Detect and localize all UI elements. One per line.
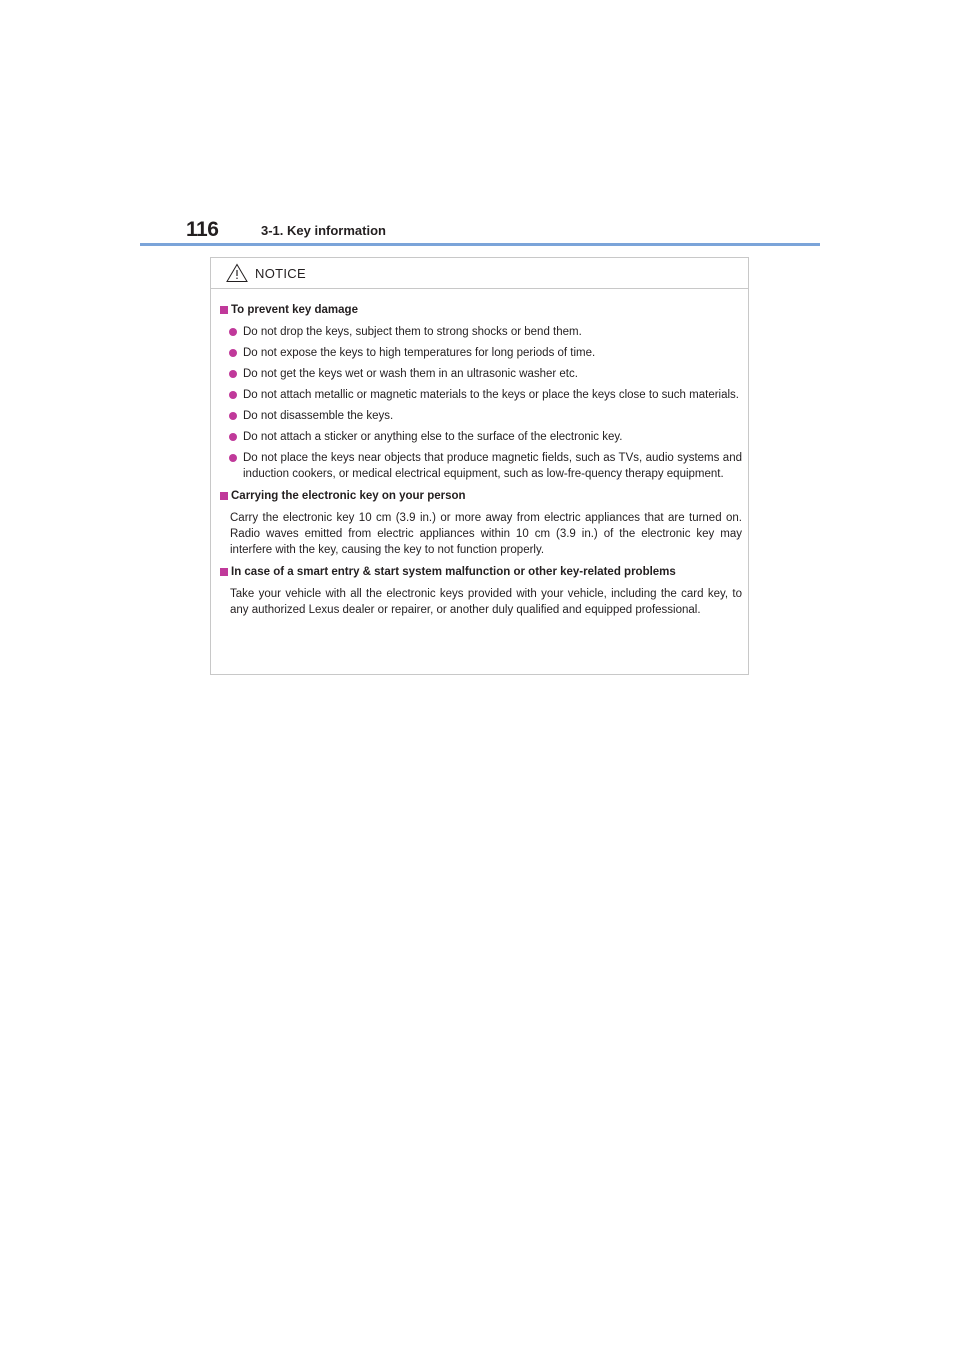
section-heading-text: Carrying the electronic key on your person [231, 490, 466, 502]
notice-section-key-damage [220, 303, 742, 482]
circle-bullet-icon [229, 349, 237, 357]
list-item [220, 408, 742, 424]
circle-bullet-icon [229, 433, 237, 441]
list-item [220, 324, 742, 340]
warning-triangle-icon [226, 263, 248, 283]
list-item-text: Do not disassemble the keys. [243, 410, 394, 422]
notice-body [211, 289, 748, 618]
section-heading [220, 565, 742, 580]
square-bullet-icon [220, 492, 228, 500]
circle-bullet-icon [229, 391, 237, 399]
header-rule [140, 243, 820, 246]
circle-bullet-icon [229, 412, 237, 420]
list-item-text: Do not attach metallic or magnetic materials to the keys or place the keys close to such materials. [243, 389, 739, 401]
list-item [220, 450, 742, 482]
section-paragraph: Carry the electronic key 10 cm (3.9 in.) or more away from electric appliances that are turned on. Radio waves emitted from electric appliances within 10 cm (3.9 in.) of the electronic key may interfere with the key, causing the key to not function properly. [230, 512, 742, 556]
notice-title: NOTICE [255, 266, 306, 281]
notice-section-malfunction [220, 565, 742, 618]
notice-box [210, 257, 749, 675]
list-item [220, 366, 742, 382]
section-heading-text: To prevent key damage [231, 304, 358, 316]
section-heading [220, 489, 742, 504]
bullet-list [220, 324, 742, 482]
circle-bullet-icon [229, 454, 237, 462]
section-paragraph: Take your vehicle with all the electronic keys provided with your vehicle, including the card key, to any authorized Lexus dealer or repairer, or another duly qualified and equipped professional. [230, 588, 742, 616]
section-heading-text: In case of a smart entry & start system malfunction or other key-related problems [231, 566, 676, 578]
notice-section-carrying-key [220, 489, 742, 558]
circle-bullet-icon [229, 370, 237, 378]
notice-header [211, 258, 748, 289]
square-bullet-icon [220, 568, 228, 576]
section-heading [220, 303, 742, 318]
list-item [220, 345, 742, 361]
circle-bullet-icon [229, 328, 237, 336]
page-header [140, 214, 820, 246]
list-item [220, 429, 742, 445]
list-item-text: Do not place the keys near objects that produce magnetic fields, such as TVs, audio systems and induction cookers, or medical electrical equipment, such as low-fre-quency therapy equipment. [243, 452, 742, 480]
list-item-text: Do not attach a sticker or anything else to the surface of the electronic key. [243, 431, 623, 443]
section-title: 3-1. Key information [261, 223, 386, 238]
square-bullet-icon [220, 306, 228, 314]
list-item [220, 387, 742, 403]
list-item-text: Do not expose the keys to high temperatures for long periods of time. [243, 347, 596, 359]
list-item-text: Do not get the keys wet or wash them in an ultrasonic washer etc. [243, 368, 578, 380]
list-item-text: Do not drop the keys, subject them to strong shocks or bend them. [243, 326, 582, 338]
page-number: 116 [186, 218, 219, 241]
